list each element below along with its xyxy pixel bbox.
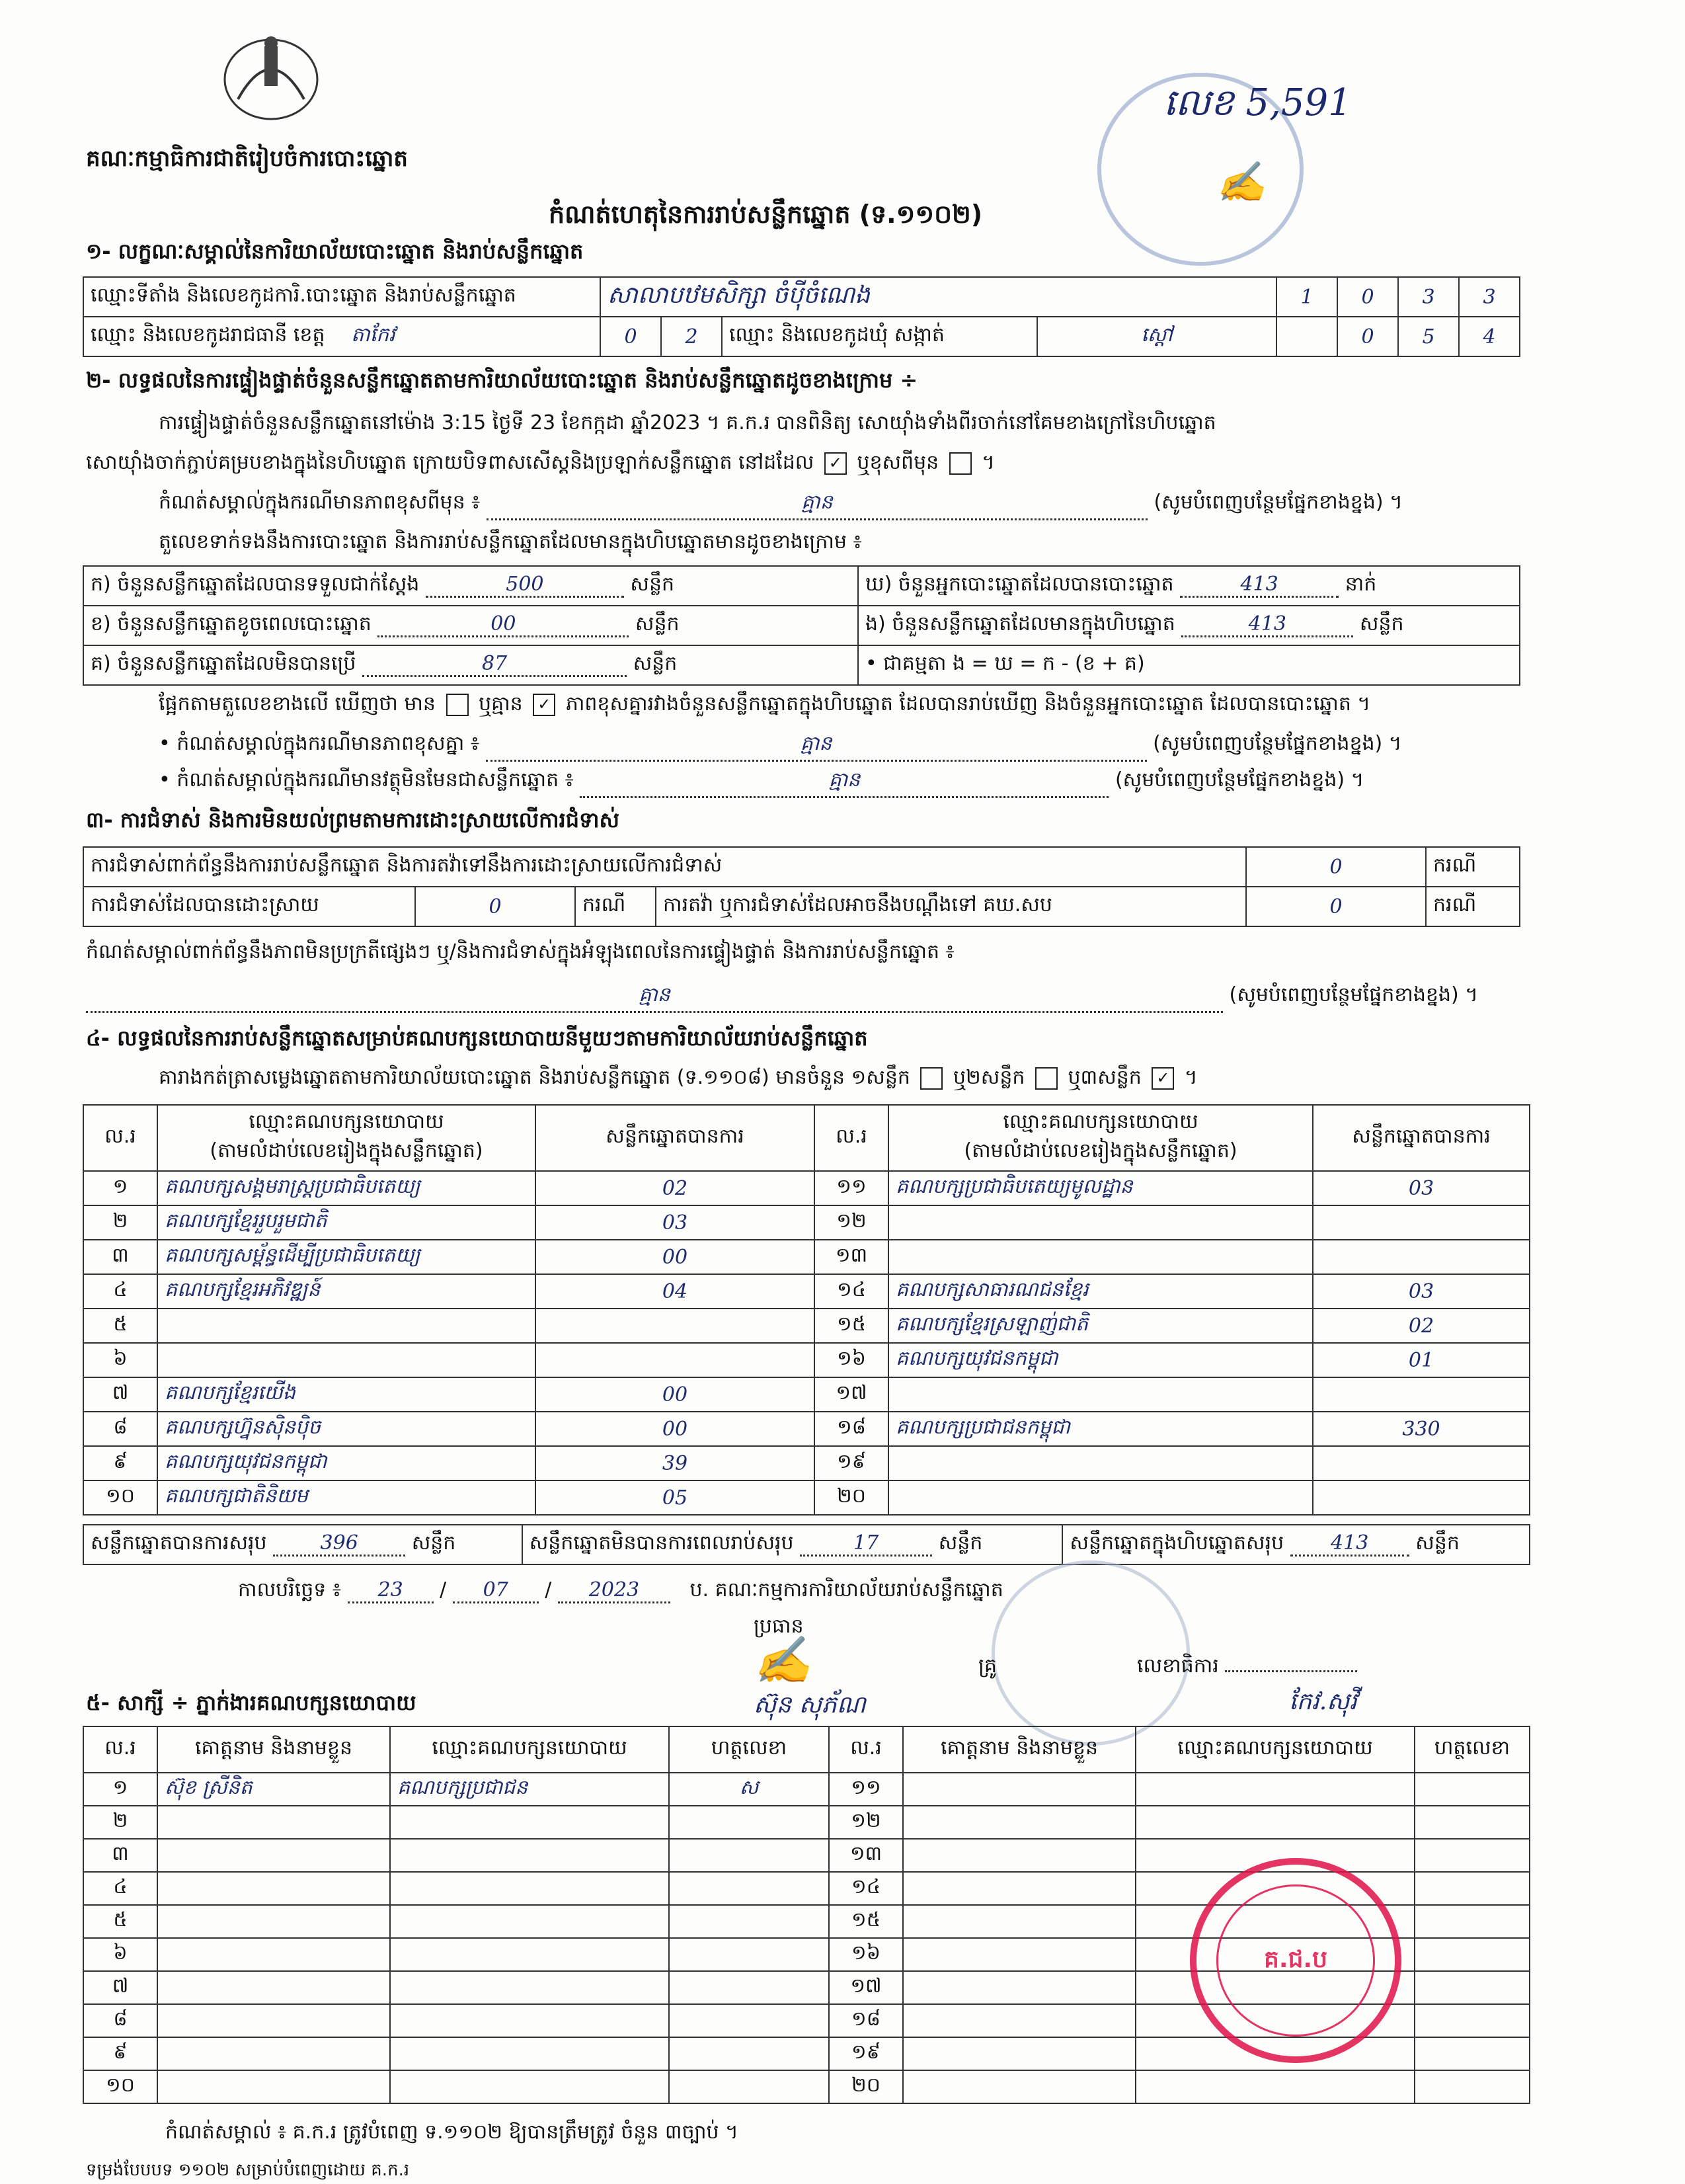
total-box-value: 413 <box>1290 1531 1409 1557</box>
agents-col-no: ល.រ <box>829 1726 903 1773</box>
section3-title: ៣- ការជំទាស់ និងការមិនយល់ព្រមតាមការដោះស្រាយលើការជំទាស់ <box>86 807 619 832</box>
agent-sign <box>1415 1905 1530 1938</box>
col-party-title: ឈ្មោះគណបក្សនយោបាយ <box>1003 1110 1198 1133</box>
secretary-dots <box>1225 1670 1357 1672</box>
results-row <box>83 1480 1530 1515</box>
secretary-line <box>1137 1653 1357 1682</box>
agent-sign <box>1415 2004 1530 2037</box>
result-party <box>888 1446 1313 1480</box>
section1-table <box>83 276 1520 357</box>
agent-no: ៦ <box>83 1938 157 1971</box>
result-no: ១៥ <box>814 1309 888 1343</box>
agent-name <box>903 1839 1136 1872</box>
section2-para2-line: សោយ៉ាំងចាក់ភ្ជាប់គម្របខាងក្នុងនៃហិបឆ្នោត ក្រោយបិទពាសសើស្តនិងប្រឡាក់សន្លឹកឆ្នោត នៅដដែល ✓ ឬខុសពីមុន ។ <box>86 451 996 474</box>
result-no: ១២ <box>814 1205 888 1240</box>
agent-name <box>903 1971 1136 2004</box>
result-votes: 00 <box>535 1377 814 1412</box>
agent-name <box>903 2037 1136 2070</box>
agent-sign <box>669 1938 829 1971</box>
diff-line <box>159 691 1520 720</box>
col-party-title: ឈ្មោះគណបក្សនយោបាយ <box>249 1110 444 1133</box>
agent-name <box>157 1872 390 1905</box>
section2-para2: សោយ៉ាំងចាក់ភ្ជាប់គម្របខាងក្នុងនៃហិបឆ្នោត ក្រោយបិទពាសសើស្តនិងប្រឡាក់សន្លឹកឆ្នោត នៅដដែល <box>86 451 814 474</box>
section4-intro-line: គារាងកត់ត្រាសម្លេងឆ្នោតតាមការិយាល័យបោះឆ្នោត និងរាប់សន្លឹកឆ្នោត (ទ.១១០៨) មានចំនួន ១សន្លឹក ឬ២សន្លឹក ឬ៣សន្លឹក ✓ ។ <box>159 1066 1198 1089</box>
resolved-value: 0 <box>415 887 575 926</box>
result-votes <box>1313 1240 1530 1274</box>
result-party: គណបក្សយុវជនកម្ពុជា <box>157 1446 535 1480</box>
total-unit: សន្លឹក <box>1415 1531 1460 1555</box>
result-votes: 00 <box>535 1412 814 1446</box>
agent-sign <box>1415 1971 1530 2004</box>
fill-hint: (សូមបំពេញបន្ថែមផ្នែកខាងខ្នង) ។ <box>1115 768 1364 791</box>
agent-no: ១៩ <box>829 2037 903 2070</box>
result-no: ៦ <box>83 1343 157 1377</box>
col-party-subtitle: (តាមលំដាប់លេខរៀងក្នុងសន្លឹកឆ្នោត) <box>210 1139 483 1162</box>
section2-note-text: គ្មាន <box>801 491 833 514</box>
commune-code-digit: 0 <box>1337 317 1398 356</box>
red-committee-stamp <box>1190 1858 1401 2063</box>
one-sheet-checkbox[interactable] <box>920 1067 943 1090</box>
agent-row <box>83 1806 1530 1839</box>
agent-name: ស៊ុខ ស្រីនិត <box>157 1773 390 1806</box>
result-votes: 02 <box>535 1171 814 1205</box>
agent-name <box>903 2070 1136 2103</box>
agent-sign <box>669 1971 829 2004</box>
code-digit: 3 <box>1398 277 1459 317</box>
agent-no: ៥ <box>83 1905 157 1938</box>
unchanged-checkbox[interactable]: ✓ <box>824 452 847 475</box>
agent-name <box>903 1872 1136 1905</box>
agent-sign <box>669 2004 829 2037</box>
two-sheets-checkbox[interactable] <box>1035 1067 1058 1090</box>
col-votes-header: សន្លឹកឆ្នោតបានការ <box>535 1105 814 1171</box>
agent-sign <box>669 1872 829 1905</box>
total-invalid-label: សន្លឹកឆ្នោតមិនបានការពេលរាប់សរុប <box>529 1531 794 1555</box>
count-ngo <box>858 606 1520 645</box>
count-ko-value: 87 <box>362 652 627 677</box>
section4-intro: គារាងកត់ត្រាសម្លេងឆ្នោតតាមការិយាល័យបោះឆ្នោត និងរាប់សន្លឹកឆ្នោត (ទ.១១០៨) មានចំនួន ១សន្លឹក <box>159 1066 910 1089</box>
count-ka <box>83 566 858 606</box>
red-stamp-text: គ.ជ.ប <box>1264 1946 1327 1973</box>
two-sheets-label: ឬ២សន្លឹក <box>953 1066 1025 1089</box>
date-month: 07 <box>453 1578 539 1603</box>
section1-row2-label <box>83 317 600 356</box>
agent-name <box>157 1806 390 1839</box>
agent-no: ៧ <box>83 1971 157 2004</box>
total-box <box>1062 1525 1530 1564</box>
commune-code-digit: 5 <box>1398 317 1459 356</box>
count-kho-label: ឃ) ចំនួនអ្នកបោះឆ្នោតដែលបានបោះឆ្នោត <box>865 573 1174 596</box>
result-party: គណបក្សសម្ព័ន្ធដើម្បីប្រជាធិបតេយ្យ <box>157 1240 535 1274</box>
result-no: ៨ <box>83 1412 157 1446</box>
date-line: កាលបរិច្ឆេទ ៖ 23 / 07 / 2023 ប. គណៈកម្មការការិយាល័យរាប់សន្លឹកឆ្នោត <box>238 1577 1003 1606</box>
code-digit: 1 <box>1276 277 1337 317</box>
result-party <box>888 1205 1313 1240</box>
chief-label: ប្រធាន <box>754 1615 804 1638</box>
agents-col-sign: ហត្ថលេខា <box>669 1726 829 1773</box>
counts-table <box>83 565 1520 686</box>
result-party <box>888 1377 1313 1412</box>
agent-row <box>83 2070 1530 2103</box>
col-party-subtitle: (តាមលំដាប់លេខរៀងក្នុងសន្លឹកឆ្នោត) <box>964 1139 1237 1162</box>
code-digit: 3 <box>1459 277 1520 317</box>
agents-col-party: ឈ្មោះគណបក្សនយោបាយ <box>1136 1726 1415 1773</box>
col-no-header: ល.រ <box>814 1105 888 1171</box>
agent-sign <box>1415 1872 1530 1905</box>
agent-no: ៣ <box>83 1839 157 1872</box>
result-party: គណបក្សខ្មែររួបរួមជាតិ <box>157 1205 535 1240</box>
agent-party <box>390 1839 669 1872</box>
section5-title: ៥- សាក្សី ÷ ភ្នាក់ងារគណបក្សនយោបាយ <box>86 1690 416 1715</box>
agent-name <box>157 1905 390 1938</box>
result-party: គណបក្សខ្មែរយើង <box>157 1377 535 1412</box>
agent-sign <box>1415 1773 1530 1806</box>
agent-no: ១៥ <box>829 1905 903 1938</box>
result-no: ១០ <box>83 1480 157 1515</box>
count-kha-value: 00 <box>377 612 629 637</box>
commune-label: ឈ្មោះ និងលេខកូដឃុំ សង្កាត់ <box>722 317 1037 356</box>
agent-sign <box>669 2070 829 2103</box>
secretary-name: កែវ.សុវី <box>1289 1688 1357 1715</box>
section2-para1: ការផ្ទៀងផ្ទាត់ចំនួនសន្លឹកឆ្នោតនៅម៉ោង 3:15 ថ្ងៃទី 23 ខែកក្កដា ឆ្នាំ2023 ។ គ.ក.រ បានពិនិត្យ សោយ៉ាំងទាំងពីរចាក់នៅគែមខាងក្រៅនៃហិបឆ្នោត <box>159 411 1216 434</box>
result-votes: 39 <box>535 1446 814 1480</box>
agent-party <box>390 2070 669 2103</box>
result-no: ១៤ <box>814 1274 888 1309</box>
result-votes <box>535 1343 814 1377</box>
result-votes: 01 <box>1313 1343 1530 1377</box>
agents-col-name: គោត្តនាម និងនាមខ្លួន <box>157 1726 390 1773</box>
results-row <box>83 1240 1530 1274</box>
agents-col-name: គោត្តនាម និងនាមខ្លួន <box>903 1726 1136 1773</box>
result-party: គណបក្សហ្វ៊ុនស៊ិនប៉ិច <box>157 1412 535 1446</box>
fill-hint: (សូមបំពេញបន្ថែមផ្នែកខាងខ្នង) ។ <box>1153 732 1402 755</box>
section2-fill-hint: (សូមបំពេញបន្ថែមផ្នែកខាងខ្នង) ។ <box>1154 491 1403 514</box>
result-votes: 03 <box>535 1205 814 1240</box>
result-no: ២០ <box>814 1480 888 1515</box>
count-kho-value: 413 <box>1180 573 1339 598</box>
resolved-unit: ករណី <box>575 887 656 926</box>
agent-name <box>903 2004 1136 2037</box>
count-ngo-label: ង) ចំនួនសន្លឹកឆ្នោតដែលមានក្នុងហិបឆ្នោត <box>865 612 1175 635</box>
section2-note-line <box>159 489 1520 520</box>
agent-no: ១ <box>83 1773 157 1806</box>
results-row <box>83 1274 1530 1309</box>
national-emblem-icon <box>212 26 331 126</box>
agent-name <box>903 1938 1136 1971</box>
chief-signature: ✍ <box>754 1633 812 1687</box>
resolved-label: ការជំទាស់ដែលបានដោះស្រាយ <box>83 887 415 926</box>
total-invalid-value: 17 <box>800 1531 932 1557</box>
diff-line-label: ផ្អែកតាមតួលេខខាងលើ ឃើញថា មាន <box>159 692 436 715</box>
result-votes: 05 <box>535 1480 814 1515</box>
result-no: ៤ <box>83 1274 157 1309</box>
diff-tail: ភាពខុសគ្នារវាងចំនួនសន្លឹកឆ្នោតក្នុងហិបឆ្នោត ដែលបានរាប់ឃើញ និងចំនួនអ្នកបោះឆ្នោត ដែលបានបោះឆ្នោត ។ <box>565 692 1371 715</box>
section2-note-label: កំណត់សម្គាល់ក្នុងករណីមានភាពខុសពីមុន ៖ <box>159 491 481 514</box>
count-unit: សន្លឹក <box>1359 612 1404 635</box>
count-kha-label: ខ) ចំនួនសន្លឹកឆ្នោតខូចពេលបោះឆ្នោត <box>91 612 372 635</box>
result-no: ៩ <box>83 1446 157 1480</box>
bottom-caption: ទម្រង់បែបបទ ១១០២ សម្រាប់បំពេញដោយ គ.ក.រ <box>86 2160 410 2180</box>
result-no: ១៧ <box>814 1377 888 1412</box>
agent-sign <box>1415 2037 1530 2070</box>
agent-party <box>1136 1773 1415 1806</box>
bullet2-label: • កំណត់សម្គាល់ក្នុងករណីមានវត្ថុមិនមែនជាសន្លឹកឆ្នោត ៖ <box>159 768 574 791</box>
province-code-digit: 0 <box>600 317 661 356</box>
result-votes: 330 <box>1313 1412 1530 1446</box>
section1-row1-value: សាលាបឋមសិក្សា ចំប៉ីចំណេង <box>600 277 1276 317</box>
agents-col-no: ល.រ <box>83 1726 157 1773</box>
agent-name <box>903 1905 1136 1938</box>
result-votes <box>1313 1480 1530 1515</box>
result-votes: 03 <box>1313 1171 1530 1205</box>
bullet2-value: គ្មាន <box>580 767 1109 798</box>
result-no: ១៨ <box>814 1412 888 1446</box>
agent-no: ៩ <box>83 2037 157 2070</box>
three-sheets-checkbox[interactable]: ✓ <box>1152 1067 1174 1090</box>
count-kho <box>858 566 1520 606</box>
result-party: គណបក្សខ្មែរស្រឡាញ់ជាតិ <box>888 1309 1313 1343</box>
total-unit: សន្លឹក <box>938 1531 983 1555</box>
appeal-label: ការតវ៉ា ឬការជំទាស់ដែលអាចនឹងបណ្តឹងទៅ គឃ.សប <box>656 887 1246 926</box>
agent-party <box>390 2004 669 2037</box>
objection-unit: ករណី <box>1426 847 1520 887</box>
result-party <box>157 1343 535 1377</box>
result-party: គណបក្សយុវជនកម្ពុជា <box>888 1343 1313 1377</box>
province-value: តាកែវ <box>351 323 395 346</box>
bullet2-line <box>159 767 1520 798</box>
total-invalid <box>522 1525 1063 1564</box>
agent-no: ៤ <box>83 1872 157 1905</box>
result-votes: 00 <box>535 1240 814 1274</box>
agent-no: ១០ <box>83 2070 157 2103</box>
total-valid-value: 396 <box>273 1531 405 1557</box>
agent-party <box>390 1872 669 1905</box>
agent-no: ១៤ <box>829 1872 903 1905</box>
agent-no: ១២ <box>829 1806 903 1839</box>
diff-yes-checkbox[interactable] <box>446 694 469 716</box>
result-votes <box>1313 1377 1530 1412</box>
result-votes <box>535 1309 814 1343</box>
result-no: ១៩ <box>814 1446 888 1480</box>
agent-no: ១៣ <box>829 1839 903 1872</box>
agent-sign <box>1415 2070 1530 2103</box>
agent-name <box>157 1938 390 1971</box>
agent-name <box>157 1839 390 1872</box>
province-code-digit: 2 <box>661 317 722 356</box>
col-party-header <box>157 1105 535 1171</box>
appeal-value: 0 <box>1246 887 1426 926</box>
three-sheets-label: ឬ៣សន្លឹក <box>1068 1066 1142 1089</box>
results-row <box>83 1171 1530 1205</box>
agent-party <box>390 1971 669 2004</box>
result-votes <box>1313 1205 1530 1240</box>
member-label: គ្រូ <box>978 1654 997 1678</box>
col-party-header <box>888 1105 1313 1171</box>
agent-sign <box>669 2037 829 2070</box>
count-kha <box>83 606 858 645</box>
count-unit: សន្លឹក <box>630 573 675 596</box>
results-row <box>83 1446 1530 1480</box>
result-party: គណបក្សសង្គមរាស្ត្រប្រជាធិបតេយ្យ <box>157 1171 535 1205</box>
count-ka-label: ក) ចំនួនសន្លឹកឆ្នោតដែលបានទទួលជាក់ស្តែង <box>91 573 420 596</box>
code-digit: 0 <box>1337 277 1398 317</box>
result-no: ៣ <box>83 1240 157 1274</box>
total-box-label: សន្លឹកឆ្នោតក្នុងហិបឆ្នោតសរុប <box>1070 1531 1284 1555</box>
agent-party <box>1136 2070 1415 2103</box>
appeal-unit: ករណី <box>1426 887 1520 926</box>
result-party: គណបក្សប្រជាធិបតេយ្យមូលដ្ឋាន <box>888 1171 1313 1205</box>
results-row <box>83 1377 1530 1412</box>
agent-sign <box>669 1839 829 1872</box>
result-party <box>157 1309 535 1343</box>
chief-name: ស៊ុន សុភ័ណ <box>754 1691 866 1719</box>
section3-note-label: កំណត់សម្គាល់ពាក់ព័ន្ធនឹងភាពមិនប្រក្រតីផ្សេងៗ ឬ/និងការជំទាស់ក្នុងអំឡុងពេលនៃការផ្ទៀងផ្ទាត់ និងការរាប់សន្លឹកឆ្នោត ៖ <box>86 940 955 963</box>
agent-no: ១១ <box>829 1773 903 1806</box>
section3-note-line <box>86 982 1520 1013</box>
result-no: ១១ <box>814 1171 888 1205</box>
count-ko <box>83 645 858 685</box>
commune-value: ស្តៅ <box>1037 317 1276 356</box>
agents-col-party: ឈ្មោះគណបក្សនយោបាយ <box>390 1726 669 1773</box>
agent-party: គណបក្សប្រជាជន <box>390 1773 669 1806</box>
result-no: ៥ <box>83 1309 157 1343</box>
result-no: ៧ <box>83 1377 157 1412</box>
results-row <box>83 1309 1530 1343</box>
commune-code-digit: 4 <box>1459 317 1520 356</box>
agent-name <box>157 2004 390 2037</box>
agent-name <box>903 1773 1136 1806</box>
agent-party <box>390 1905 669 1938</box>
result-party <box>888 1240 1313 1274</box>
objection-row1-label: ការជំទាស់ពាក់ព័ន្ធនឹងការរាប់សន្លឹកឆ្នោត និងការតវ៉ាទៅនឹងការដោះស្រាយលើការជំទាស់ <box>83 847 1246 887</box>
top-note: លេខ 5,591 <box>1163 81 1352 124</box>
section2-title: ២- លទ្ធផលនៃការផ្ទៀងផ្ទាត់ចំនួនសន្លឹកឆ្នោតតាមការិយាល័យបោះឆ្នោត និងរាប់សន្លឹកឆ្នោតដូចខាងក្រោម ÷ <box>86 368 918 393</box>
agent-sign <box>1415 1839 1530 1872</box>
agent-no: ៨ <box>83 2004 157 2037</box>
section2-note-value <box>487 489 1148 520</box>
agent-name <box>157 2070 390 2103</box>
result-party <box>888 1480 1313 1515</box>
section1-title: ១- លក្ខណៈសម្គាល់នៃការិយាល័យបោះឆ្នោត និងរាប់សន្លឹកឆ្នោត <box>86 239 584 264</box>
agents-col-sign: ហត្ថលេខា <box>1415 1726 1530 1773</box>
result-votes: 04 <box>535 1274 814 1309</box>
result-no: ១ <box>83 1171 157 1205</box>
result-no: ១៦ <box>814 1343 888 1377</box>
result-no: ២ <box>83 1205 157 1240</box>
agent-no: ១៧ <box>829 1971 903 2004</box>
form-title: កំណត់ហេតុនៃការរាប់សន្លឹកឆ្នោត (ទ.១១០២) <box>549 200 983 229</box>
agent-sign <box>669 1905 829 1938</box>
org-name: គណៈកម្មាធិការជាតិរៀបចំការបោះឆ្នោត <box>86 145 409 172</box>
result-votes: 02 <box>1313 1309 1530 1343</box>
result-party: គណបក្សជាតិនិយម <box>157 1480 535 1515</box>
agent-no: ១៨ <box>829 2004 903 2037</box>
bullet1-value: គ្មាន <box>486 731 1147 762</box>
agent-party <box>390 1806 669 1839</box>
section3-fill-hint: (សូមបំពេញបន្ថែមផ្នែកខាងខ្នង) ។ <box>1229 983 1478 1006</box>
count-unit: សន្លឹក <box>633 652 678 675</box>
agent-name <box>157 2037 390 2070</box>
formula: • ជាគម្មតា ង = ឃ = ក - (ខ + គ) <box>858 645 1520 685</box>
count-ngo-value: 413 <box>1181 612 1353 637</box>
section4-title: ៤- លទ្ធផលនៃការរាប់សន្លឹកឆ្នោតសម្រាប់គណបក្សនយោបាយនីមួយៗតាមការិយាល័យរាប់សន្លឹកឆ្នោត <box>86 1026 868 1051</box>
results-row <box>83 1412 1530 1446</box>
result-party: គណបក្សខ្មែរអភិវឌ្ឍន៍ <box>157 1274 535 1309</box>
agent-no: ២ <box>83 1806 157 1839</box>
secretary-label: លេខាធិការ <box>1137 1654 1219 1678</box>
agent-sign: ស <box>669 1773 829 1806</box>
section3-table <box>83 846 1520 927</box>
footnote: កំណត់សម្គាល់ ៖ គ.ក.រ ត្រូវបំពេញ ទ.១១០២ ឱ្យបានត្រឹមត្រូវ ចំនួន ៣ច្បាប់ ។ <box>165 2121 738 2144</box>
committee-label: ប. គណៈកម្មការការិយាល័យរាប់សន្លឹកឆ្នោត <box>689 1578 1003 1601</box>
date-year: 2023 <box>558 1578 670 1603</box>
results-table <box>83 1104 1530 1516</box>
bullet1-line <box>159 731 1520 762</box>
top-signature: ✍ <box>1216 159 1266 206</box>
objection-row1-value: 0 <box>1246 847 1426 887</box>
total-unit: សន្លឹក <box>411 1531 456 1555</box>
count-unit: សន្លឹក <box>635 612 680 635</box>
diff-none-label: ឬគ្មាន <box>479 692 523 715</box>
agent-sign <box>669 1806 829 1839</box>
changed-label: ឬខុសពីមុន <box>857 451 939 474</box>
results-row <box>83 1343 1530 1377</box>
changed-checkbox[interactable] <box>949 452 972 475</box>
section3-note-value: គ្មាន <box>86 982 1223 1013</box>
agent-sign <box>1415 1938 1530 1971</box>
count-ka-value: 500 <box>426 573 624 598</box>
agent-row <box>83 1773 1530 1806</box>
commune-code-digit <box>1276 317 1337 356</box>
results-row <box>83 1205 1530 1240</box>
counts-intro: តួលេខទាក់ទងនឹងការបោះឆ្នោត និងការរាប់សន្លឹកឆ្នោតដែលមានក្នុងហិបឆ្នោតមានដូចខាងក្រោម ៖ <box>159 530 862 553</box>
bullet1-label: • កំណត់សម្គាល់ក្នុងករណីមានភាពខុសគ្នា ៖ <box>159 732 480 755</box>
agent-party <box>390 1938 669 1971</box>
diff-none-checkbox[interactable]: ✓ <box>533 694 555 716</box>
province-label: ឈ្មោះ និងលេខកូដរាជធានី ខេត្ត <box>91 323 325 346</box>
agent-party <box>1136 1806 1415 1839</box>
count-unit: នាក់ <box>1345 573 1377 596</box>
total-valid-label: សន្លឹកឆ្នោតបានការសរុប <box>91 1531 267 1555</box>
section1-row1-label: ឈ្មោះទីតាំង និងលេខកូដការិ.បោះឆ្នោត និងរាប់សន្លឹកឆ្នោត <box>83 277 600 317</box>
col-votes-header: សន្លឹកឆ្នោតបានការ <box>1313 1105 1530 1171</box>
agent-sign <box>1415 1806 1530 1839</box>
agent-no: ២០ <box>829 2070 903 2103</box>
totals-table <box>83 1524 1530 1565</box>
result-votes: 03 <box>1313 1274 1530 1309</box>
col-no-header: ល.រ <box>83 1105 157 1171</box>
result-votes <box>1313 1446 1530 1480</box>
date-label: កាលបរិច្ឆេទ ៖ <box>238 1578 342 1601</box>
count-ko-label: គ) ចំនួនសន្លឹកឆ្នោតដែលមិនបានប្រើ <box>91 652 356 675</box>
date-day: 23 <box>348 1578 434 1603</box>
result-party: គណបក្សប្រជាជនកម្ពុជា <box>888 1412 1313 1446</box>
agent-party <box>390 2037 669 2070</box>
total-valid <box>83 1525 522 1564</box>
agent-name <box>903 1806 1136 1839</box>
result-party: គណបក្សសាធារណជនខ្មែរ <box>888 1274 1313 1309</box>
agent-no: ១៦ <box>829 1938 903 1971</box>
result-no: ១៣ <box>814 1240 888 1274</box>
agent-name <box>157 1971 390 2004</box>
